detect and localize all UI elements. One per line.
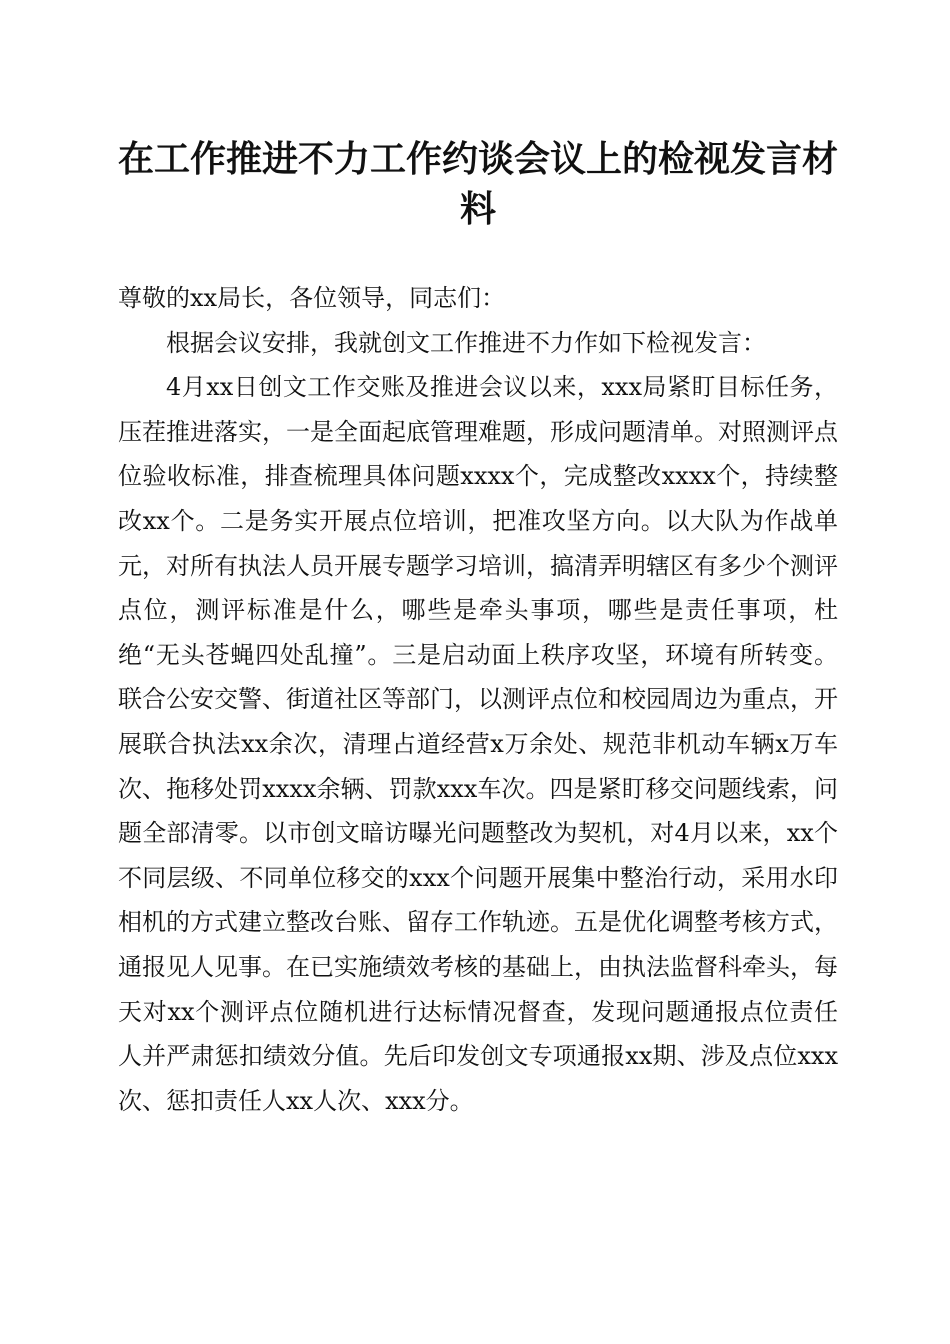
paragraph-main: 4月xx日创文工作交账及推进会议以来，xxx局紧盯目标任务，压茬推进落实，一是全面起底管理难题，形成问题清单。对照测评点位验收标准，排查梳理具体问题xxxx个，完成整改xxxx个，持续整改xx个。二是务实开展点位培训，把准攻坚方向。以大队为作战单元，对所有执法人员开展专题学习培训，搞清弄明辖区有多少个测评点位，测评标准是什么，哪些是牵头事项，哪些是责任事项，杜绝“无头苍蝇四处乱撞”。三是启动面上秩序攻坚，环境有所转变。联合公安交警、街道社区等部门，以测评点位和校园周边为重点，开展联合执法xx余次，清理占道经营x万余处、规范非机动车辆x万车次、拖移处罚xxxx余辆、罚款xxx车次。四是紧盯移交问题线索，问题全部清零。以市创文暗访曝光问题整改为契机，对4月以来，xx个不同层级、不同单位移交的xxx个问题开展集中整治行动，采用水印相机的方式建立整改台账、留存工作轨迹。五是优化调整考核方式，通报见人见事。在已实施绩效考核的基础上，由执法监督科牵头，每天对xx个测评点位随机进行达标情况督查，发现问题通报点位责任人并严肃惩扣绩效分值。先后印发创文专项通报xx期、涉及点位xxx次、惩扣责任人xx人次、xxx分。: [118, 373, 838, 1115]
document-title: 在工作推进不力工作约谈会议上的检视发言材料: [118, 138, 839, 230]
salutation: 尊敬的xx局长，各位领导，同志们：: [118, 284, 506, 312]
paragraph-intro: 根据会议安排，我就创文工作推进不力作如下检视发言：: [166, 328, 766, 357]
document-body: [118, 276, 838, 1123]
